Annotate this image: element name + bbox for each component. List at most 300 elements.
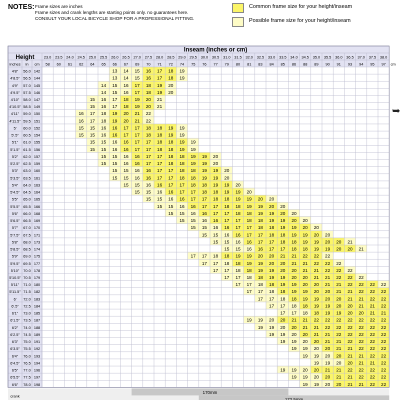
- frame-size-value: 18: [224, 203, 230, 209]
- cm-label: cm: [34, 62, 40, 67]
- frame-size-value: 16: [101, 97, 107, 102]
- frame-size-value: 20: [302, 367, 308, 373]
- height-feet: 6'5.5": [10, 375, 20, 380]
- frame-size-value: 19: [291, 282, 297, 288]
- height-feet: 4'8.5": [10, 76, 20, 81]
- frame-size-value: 20: [123, 118, 129, 124]
- frame-size-value: 18: [157, 132, 163, 138]
- frame-size-value: 22: [325, 260, 331, 266]
- frame-size-value: 16: [179, 196, 185, 202]
- inseam-cm-header: 71: [157, 62, 162, 67]
- inseam-inches-header: 38.0: [379, 55, 388, 60]
- frame-size-value: 17: [134, 82, 140, 88]
- frame-size-value: 17: [190, 196, 196, 202]
- frame-size-value: 20: [347, 303, 353, 309]
- frame-size-value: 16: [145, 68, 151, 74]
- height-inches: 75.5: [23, 347, 31, 352]
- frame-size-value: 22: [381, 353, 387, 359]
- frame-size-value: 17: [213, 267, 219, 273]
- frame-size-value: 16: [112, 125, 118, 131]
- frame-size-value: 18: [224, 196, 230, 202]
- frame-size-value: 17: [257, 239, 263, 245]
- frame-size-value: 17: [145, 146, 151, 152]
- frame-size-value: 17: [235, 225, 241, 231]
- height-inches: 57.0: [23, 83, 31, 88]
- inseam-cm-header: 69: [135, 62, 140, 67]
- frame-size-value: 17: [123, 132, 129, 138]
- height-inches: 59.0: [23, 112, 31, 117]
- inseam-inches-header: 36.5: [346, 55, 354, 60]
- frame-size-value: 22: [336, 331, 342, 337]
- frame-size-value: 18: [179, 175, 185, 181]
- note-line: Frame sizes and crank lengths are starting points only. no guarantees here.: [35, 10, 189, 15]
- frame-size-value: 19: [280, 218, 286, 224]
- height-cm: 183: [33, 297, 41, 302]
- frame-size-value: 17: [157, 153, 163, 159]
- inseam-inches-header: 23.5: [55, 55, 63, 60]
- frame-size-value: 20: [246, 189, 252, 195]
- height-cm: 152: [33, 126, 41, 131]
- frame-size-value: 21: [369, 303, 375, 309]
- inseam-inches-header: 23.0: [43, 55, 52, 60]
- height-cm: 192: [33, 347, 41, 352]
- inseam-cm-header: 81: [247, 62, 252, 67]
- frame-size-value: 16: [134, 168, 140, 174]
- frame-size-value: 16: [157, 189, 163, 195]
- frame-size-value: 19: [201, 168, 207, 174]
- frame-size-value: 18: [168, 153, 174, 159]
- height-inches: 73.0: [23, 311, 31, 316]
- frame-size-value: 19: [302, 289, 308, 295]
- height-feet: 5'1.5": [10, 147, 20, 152]
- frame-size-value: 21: [358, 246, 364, 252]
- frame-size-value: 20: [291, 275, 297, 280]
- frame-size-value: 22: [369, 324, 375, 330]
- frame-size-value: 17: [235, 275, 241, 280]
- frame-size-value: 22: [369, 346, 375, 352]
- frame-size-value: 18: [302, 310, 308, 316]
- frame-size-value: 22: [381, 317, 387, 323]
- frame-size-value: 19: [325, 360, 331, 366]
- frame-size-value: 17: [157, 168, 163, 174]
- height-inches: 71.5: [23, 290, 31, 295]
- frame-size-value: 17: [246, 232, 252, 238]
- frame-size-value: 16: [101, 125, 107, 131]
- frame-size-value: 19: [336, 310, 342, 316]
- inseam-inches-header: 34.5: [301, 55, 309, 60]
- frame-size-value: 19: [302, 353, 308, 359]
- inseam-inches-header: 37.0: [357, 55, 365, 60]
- frame-size-value: 17: [134, 146, 140, 152]
- frame-size-value: 18: [213, 196, 219, 202]
- frame-size-value: 20: [280, 203, 286, 209]
- frame-size-value: 21: [336, 339, 342, 345]
- frame-size-value: 20: [358, 310, 364, 316]
- frame-size-value: 19: [257, 260, 263, 266]
- height-cm: 168: [33, 211, 41, 216]
- frame-size-value: 20: [336, 353, 342, 359]
- height-feet: 5'1": [11, 140, 19, 145]
- frame-size-value: 17: [269, 239, 275, 245]
- frame-size-value: 15: [78, 125, 84, 131]
- height-cm: 149: [33, 105, 41, 110]
- height-feet: 5'7.5": [10, 233, 20, 238]
- frame-size-value: 19: [313, 296, 319, 302]
- inseam-cm-header: 90: [325, 62, 330, 67]
- frame-size-value: 19: [291, 367, 297, 373]
- height-inches: 59.5: [23, 119, 31, 124]
- frame-size-value: 16: [112, 139, 118, 145]
- inseam-inches-header: 25.0: [88, 55, 97, 60]
- frame-size-value: 22: [347, 267, 353, 273]
- frame-size-value: 21: [325, 275, 331, 280]
- frame-size-value: 17: [246, 282, 252, 288]
- height-cm: 179: [33, 276, 41, 280]
- frame-size-value: 22: [381, 296, 387, 302]
- inseam-cm-header: 60: [56, 62, 61, 67]
- inseam-cm-header: 95: [370, 62, 375, 67]
- height-cm: 194: [33, 361, 41, 366]
- frame-size-value: 18: [190, 175, 196, 181]
- frame-size-value: 15: [224, 246, 230, 252]
- frame-size-value: 19: [280, 331, 286, 337]
- height-cm: 173: [33, 240, 41, 245]
- frame-size-value: 17: [201, 253, 207, 259]
- height-inches: 76.0: [23, 354, 31, 359]
- frame-size-value: 17: [224, 275, 230, 280]
- height-cm: 160: [33, 169, 41, 174]
- height-feet: 5'9.5": [10, 261, 20, 266]
- frame-size-value: 15: [213, 239, 219, 245]
- frame-size-value: 18: [145, 125, 151, 131]
- frame-size-value: 18: [280, 296, 286, 302]
- frame-size-value: 21: [347, 374, 353, 380]
- frame-size-value: 21: [325, 282, 331, 288]
- frame-size-value: 15: [123, 168, 129, 174]
- inseam-cm-header: 76: [202, 62, 207, 67]
- frame-size-value: 16: [168, 196, 174, 202]
- frame-size-value: 15: [145, 196, 151, 202]
- frame-size-value: 17: [145, 153, 151, 159]
- frame-size-value: 17: [269, 296, 275, 302]
- height-cm: 184: [33, 304, 41, 309]
- frame-size-value: 13: [112, 75, 118, 81]
- frame-size-value: 17: [112, 104, 118, 110]
- frame-size-value: 15: [101, 161, 107, 167]
- height-feet: 5'7": [11, 226, 19, 231]
- frame-size-value: 19: [280, 282, 286, 288]
- frame-size-value: 17: [235, 218, 241, 224]
- frame-size-value: 22: [381, 381, 387, 387]
- frame-size-value: 20: [313, 282, 319, 288]
- frame-size-value: 18: [168, 139, 174, 145]
- frame-size-value: 18: [280, 232, 286, 238]
- height-cm: 150: [33, 112, 41, 117]
- inseam-cm-header: 93: [347, 62, 353, 67]
- height-feet: 6'4.5": [10, 361, 20, 366]
- inseam-cm-header: 65: [101, 62, 106, 67]
- height-cm: 147: [33, 98, 41, 102]
- inseam-inches-header: 29.5: [189, 55, 197, 60]
- height-inches: 63.0: [23, 169, 31, 174]
- frame-size-value: 19: [157, 89, 163, 95]
- frame-size-value: 20: [269, 196, 275, 202]
- frame-size-value: 16: [123, 82, 129, 88]
- height-feet: 4'11.5": [9, 119, 21, 124]
- inseam-cm-header: 62: [79, 62, 84, 67]
- height-inches: 69.5: [23, 261, 31, 266]
- frame-size-value: 17: [213, 210, 219, 216]
- height-inches: 74.0: [23, 325, 31, 330]
- frame-size-value: 19: [235, 196, 241, 202]
- height-cm: 154: [33, 133, 41, 138]
- frame-size-value: 22: [369, 374, 375, 380]
- frame-size-value: 21: [302, 260, 308, 266]
- frame-size-value: 15: [78, 132, 84, 138]
- height-cm: 159: [33, 162, 41, 167]
- frame-size-value: 22: [336, 324, 342, 330]
- frame-size-value: 20: [313, 289, 319, 295]
- height-inches: 56.5: [23, 76, 31, 81]
- frame-size-value: 20: [336, 296, 342, 302]
- height-feet: 5'8.5": [10, 247, 20, 252]
- height-feet: 6'2.5": [10, 332, 20, 337]
- frame-size-value: 17: [246, 289, 252, 295]
- height-cm: 188: [33, 325, 41, 330]
- inseam-cm-header: 83: [258, 62, 263, 67]
- frame-size-value: 19: [257, 203, 263, 209]
- frame-size-value: 22: [145, 118, 151, 124]
- inseam-title: Inseam (inches or cm): [183, 47, 248, 54]
- frame-size-value: 20: [269, 260, 275, 266]
- frame-size-value: 20: [347, 310, 353, 316]
- inseam-inches-header: 31.5: [234, 55, 242, 60]
- frame-size-value: 22: [347, 367, 353, 373]
- crank-label: crank: [10, 394, 20, 399]
- height-inches: 63.5: [23, 176, 31, 181]
- frame-size-value: 21: [336, 346, 342, 352]
- height-feet: 6'3": [11, 340, 19, 345]
- frame-size-value: 22: [336, 267, 342, 273]
- frame-size-value: 21: [157, 104, 163, 110]
- height-cm: 178: [33, 268, 41, 273]
- frame-size-value: 21: [347, 239, 353, 245]
- frame-size-value: 15: [134, 75, 140, 81]
- inseam-inches-header: 29.0: [178, 55, 186, 60]
- frame-size-value: 22: [381, 339, 387, 345]
- frame-size-value: 18: [168, 75, 174, 81]
- frame-size-value: 16: [134, 175, 140, 181]
- frame-size-value: 19: [313, 381, 319, 387]
- inseam-inches-header: 24.5: [77, 55, 85, 60]
- height-cm: 165: [33, 197, 41, 202]
- height-feet: 5'.5": [11, 133, 19, 138]
- frame-size-value: 20: [302, 282, 308, 288]
- frame-size-value: 19: [190, 139, 196, 145]
- frame-size-value: 22: [381, 346, 387, 352]
- frame-size-value: 19: [313, 303, 319, 309]
- height-inches: 65.5: [23, 204, 31, 209]
- frame-size-value: 16: [224, 225, 230, 231]
- frame-size-value: 21: [302, 317, 308, 323]
- frame-size-value: 22: [358, 346, 364, 352]
- crank-value-172-5: 172.5mm: [284, 396, 304, 400]
- frame-size-value: 19: [302, 374, 308, 380]
- frame-size-value: 15: [179, 210, 185, 216]
- frame-size-value: 19: [213, 175, 219, 181]
- frame-size-value: 18: [235, 203, 241, 209]
- frame-size-value: 15: [190, 225, 196, 231]
- frame-size-value: 22: [347, 331, 353, 337]
- frame-size-value: 20: [145, 97, 151, 102]
- frame-size-value: 19: [313, 246, 319, 252]
- frame-size-value: 22: [381, 367, 387, 373]
- frame-size-value: 16: [235, 232, 241, 238]
- frame-size-value: 17: [134, 89, 140, 95]
- frame-size-value: 19: [257, 267, 263, 273]
- frame-size-value: 22: [313, 253, 319, 259]
- frame-size-value: 16: [246, 239, 252, 245]
- height-cm: 189: [33, 332, 41, 337]
- frame-size-value: 20: [325, 346, 331, 352]
- inseam-cm-header: 75: [191, 62, 196, 67]
- height-inches: 60.5: [23, 133, 31, 138]
- frame-size-value: 18: [257, 275, 263, 280]
- frame-size-value: 20: [213, 161, 219, 167]
- frame-size-value: 18: [213, 189, 219, 195]
- frame-size-value: 19: [291, 374, 297, 380]
- frame-size-value: 19: [179, 125, 185, 131]
- frame-size-value: 18: [269, 225, 275, 231]
- frame-size-value: 18: [313, 310, 319, 316]
- frame-size-value: 19: [213, 168, 219, 174]
- frame-size-value: 18: [201, 189, 207, 195]
- frame-size-value: 20: [313, 339, 319, 345]
- frame-size-value: 19: [246, 203, 252, 209]
- height-inches: 72.0: [23, 297, 31, 302]
- height-feet: 5'4.5": [10, 190, 20, 195]
- height-cm: 157: [33, 154, 41, 159]
- frame-size-value: 20: [257, 196, 263, 202]
- frame-size-value: 21: [336, 367, 342, 373]
- frame-size-value: 21: [291, 253, 297, 259]
- frame-size-value: 20: [336, 246, 342, 252]
- frame-size-value: 18: [269, 232, 275, 238]
- frame-size-value: 15: [89, 139, 95, 145]
- height-inches: 61.5: [23, 147, 31, 152]
- frame-size-value: 18: [280, 289, 286, 295]
- frame-size-value: 15: [201, 225, 207, 231]
- frame-size-value: 18: [168, 146, 174, 152]
- frame-size-value: 15: [112, 89, 118, 95]
- height-feet: 5'5.5": [10, 204, 20, 209]
- inseam-inches-header: 37.5: [368, 55, 377, 60]
- frame-size-value: 17: [280, 303, 286, 309]
- frame-size-value: 18: [123, 104, 129, 110]
- height-feet: 6'1": [11, 311, 19, 316]
- frame-size-value: 18: [246, 210, 252, 216]
- frame-size-value: 16: [78, 118, 84, 124]
- frame-size-value: 22: [313, 317, 319, 323]
- frame-size-value: 18: [235, 210, 241, 216]
- inseam-cm-header: 66: [112, 62, 117, 67]
- inseam-cm-header: 86: [291, 62, 297, 67]
- frame-size-value: 15: [224, 239, 230, 245]
- frame-size-value: 15: [168, 210, 174, 216]
- height-cm: 161: [33, 176, 41, 181]
- frame-size-value: 17: [89, 118, 95, 124]
- inseam-inches-header: 33.5: [279, 55, 287, 60]
- height-feet: 5'6": [11, 211, 19, 216]
- frame-size-value: 21: [369, 360, 375, 366]
- frame-size-value: 20: [291, 210, 297, 216]
- frame-size-value: 22: [369, 282, 375, 288]
- frame-size-value: 20: [302, 218, 308, 224]
- height-feet: 5'10.5": [9, 276, 21, 280]
- frame-size-value: 20: [235, 182, 241, 188]
- height-inches: 67.5: [23, 233, 31, 238]
- frame-size-value: 20: [347, 246, 353, 252]
- frame-size-value: 16: [112, 146, 118, 152]
- frame-size-value: 22: [369, 289, 375, 295]
- height-inches: 56.0: [23, 69, 31, 74]
- frame-size-value: 19: [325, 246, 331, 252]
- frame-size-value: 20: [291, 267, 297, 273]
- frame-size-value: 21: [313, 267, 319, 273]
- inseam-inches-header: 32.5: [256, 55, 265, 60]
- frame-size-value: 19: [201, 153, 207, 159]
- frame-size-value: 21: [313, 324, 319, 330]
- frame-size-value: 15: [89, 132, 95, 138]
- frame-size-value: 18: [224, 260, 230, 266]
- frame-size-value: 19: [269, 275, 275, 280]
- frame-size-value: 18: [157, 139, 163, 145]
- frame-size-value: 19: [313, 360, 319, 366]
- frame-size-value: 22: [336, 275, 342, 280]
- frame-size-value: 17: [257, 289, 263, 295]
- frame-size-value: 19: [291, 232, 297, 238]
- frame-size-value: 20: [325, 374, 331, 380]
- frame-size-value: 19: [269, 210, 275, 216]
- frame-size-value: 20: [168, 82, 174, 88]
- frame-size-value: 21: [134, 118, 140, 124]
- height-cm: 180: [33, 283, 41, 288]
- frame-size-value: 19: [269, 267, 275, 273]
- height-cm: 163: [33, 183, 41, 188]
- height-feet: 6': [13, 297, 17, 302]
- height-cm: 177: [33, 261, 41, 266]
- height-cm: 198: [33, 382, 41, 387]
- frame-size-value: 18: [235, 267, 241, 273]
- frame-size-value: 17: [201, 203, 207, 209]
- height-feet: 5'3.5": [10, 176, 20, 181]
- height-inches: 57.5: [23, 90, 31, 95]
- frame-size-value: 17: [112, 97, 118, 102]
- frame-size-value: 20: [280, 210, 286, 216]
- frame-size-value: 14: [123, 75, 129, 81]
- height-inches: 60.0: [23, 126, 31, 131]
- inseam-cm-header: 79: [224, 62, 229, 67]
- frame-size-value: 18: [269, 289, 275, 295]
- inseam-inches-header: 30.0: [200, 55, 209, 60]
- frame-size-value: 18: [190, 182, 196, 188]
- frame-size-value: 17: [157, 175, 163, 181]
- inseam-cm-header: 88: [303, 62, 308, 67]
- frame-size-value: 22: [381, 360, 387, 366]
- height-cm: 187: [33, 318, 41, 323]
- frame-size-value: 17: [280, 310, 286, 316]
- height-inches: 78.0: [23, 382, 31, 387]
